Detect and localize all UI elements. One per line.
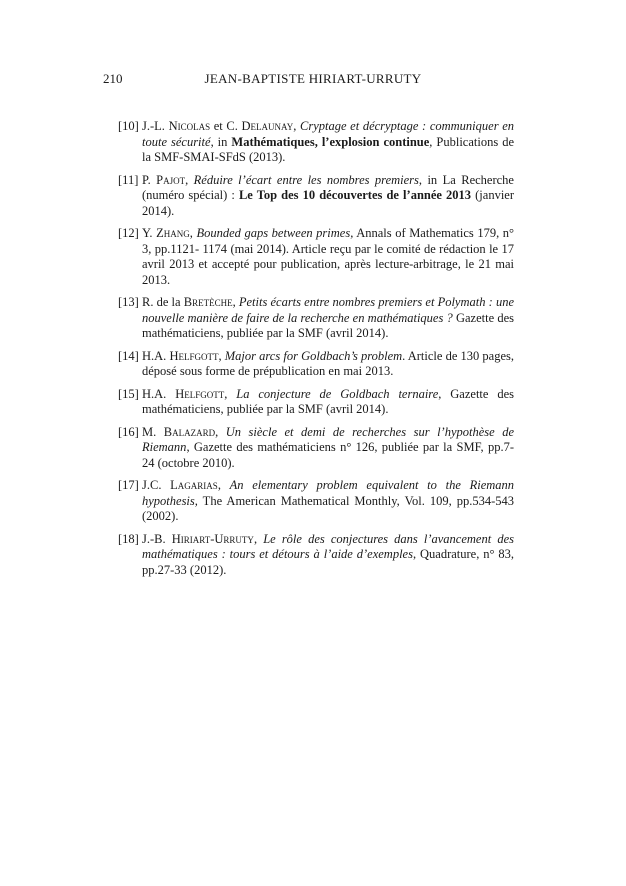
reference-number: [14] (118, 348, 139, 363)
reference-bold-title: Le Top des 10 découvertes de l’année 2013 (238, 188, 472, 202)
reference-text: , Publications de la SMF-SMAI-SFdS (2013). (142, 134, 514, 164)
reference-text: , (253, 531, 264, 546)
reference-item (118, 478, 514, 525)
reference-text: , Gazette des mathématiciens, publiée par la SMF (avril 2014). (142, 386, 514, 416)
reference-title: Major arcs for Goldbach’s problem (224, 348, 403, 363)
reference-item (118, 173, 514, 220)
reference-text: , (215, 424, 226, 439)
reference-item (118, 349, 514, 380)
reference-number: [12] (118, 226, 139, 240)
reference-text: , (232, 295, 239, 309)
reference-item (118, 295, 514, 342)
reference-text: Annals of Mathematics 179, n° 3, pp.1121- 1174 (mai 2014). Article reçu par le comité de rédaction le 17 avril 2013 et accepté pour publication, après lecture-arbitrage, le 21 mai 2013. (142, 226, 515, 287)
reference-item (118, 532, 514, 579)
reference-author: Delaunay (241, 119, 294, 133)
reference-title: La conjecture de Goldbach ternaire (236, 386, 439, 401)
reference-bold-title: Mathématiques, l’explosion continue (231, 134, 430, 149)
reference-number: [18] (118, 531, 139, 546)
reference-text: , Quadrature, n° 83, pp.27-33 (2012). (142, 547, 514, 577)
reference-text: et C. (210, 119, 242, 133)
reference-author-initials: M. (142, 424, 164, 439)
reference-text: , in La Recherche (numéro spécial) : (142, 172, 514, 202)
reference-number: [13] (118, 295, 139, 309)
reference-author: Nicolas (168, 119, 211, 133)
reference-number: [11] (118, 172, 139, 187)
reference-item (118, 387, 514, 418)
reference-author-initials: J.-B. (142, 531, 172, 546)
reference-author: Balazard (163, 424, 216, 439)
reference-title: Réduire l’écart entre les nombres premiers (193, 172, 419, 187)
reference-author-initials: R. de la (142, 295, 184, 309)
reference-number: [15] (118, 386, 139, 401)
reference-author-initials: P. (142, 172, 157, 187)
reference-item (118, 425, 514, 472)
reference-author: Hiriart-Urruty (171, 531, 254, 546)
reference-author-initials: J.C. (142, 478, 171, 492)
reference-author-initials: H.A. (142, 348, 170, 363)
reference-text: , Gazette des mathématiciens n° 126, publiée par la SMF, pp.7-24 (octobre 2010). (142, 440, 514, 470)
reference-title: Un siècle et demi de recherches sur l’hypothèse de Riemann (142, 424, 514, 454)
reference-author-initials: H.A. (142, 386, 176, 401)
reference-text: , (217, 478, 230, 492)
reference-author: Lagarias (170, 478, 218, 492)
reference-text: , (189, 226, 197, 240)
reference-text: , (293, 119, 300, 133)
running-head: JEAN-BAPTISTE HIRIART-URRUTY (204, 71, 422, 86)
reference-title: Cryptage et décryptage : communiquer en toute sécurité (142, 119, 514, 149)
reference-title: Bounded gaps between primes, (196, 226, 354, 240)
reference-text: The American Mathematical Monthly, Vol. 109, pp.534-543 (2002). (142, 493, 514, 523)
reference-author: Zhang (156, 226, 190, 240)
reference-number: [17] (118, 478, 139, 492)
reference-item (118, 119, 514, 166)
reference-author-initials: J.-L. (142, 119, 169, 133)
reference-number: [10] (118, 119, 139, 133)
reference-author-initials: Y. (142, 226, 157, 240)
reference-title: Le rôle des conjectures dans l’avancement des mathématiques : tours et détours à l’aide d’exemples (142, 531, 514, 561)
reference-number: [16] (118, 424, 139, 439)
reference-text: , (218, 348, 225, 363)
reference-text: , (185, 172, 194, 187)
reference-text: Gazette des mathématiciens, publiée par la SMF (avril 2014). (142, 310, 515, 340)
reference-text: , (224, 386, 237, 401)
reference-author: Helfgott (169, 348, 219, 363)
reference-item (118, 226, 514, 288)
reference-author: Helfgott (175, 386, 225, 401)
reference-author: Bretèche (183, 295, 233, 309)
reference-title: An elementary problem equivalent to the Riemann hypothesis, (142, 478, 515, 508)
reference-text: . Article de 130 pages, déposé sous forme de prépublication en mai 2013. (142, 348, 514, 378)
reference-title: Petits écarts entre nombres premiers et Polymath : une nouvelle manière de faire de la recherche en mathématiques ? (142, 295, 514, 325)
reference-text: , in (210, 134, 232, 149)
reference-author: Pajot (156, 172, 186, 187)
reference-text: (janvier 2014). (142, 188, 515, 218)
page-number: 210 (103, 71, 123, 86)
reference-list (118, 119, 514, 585)
